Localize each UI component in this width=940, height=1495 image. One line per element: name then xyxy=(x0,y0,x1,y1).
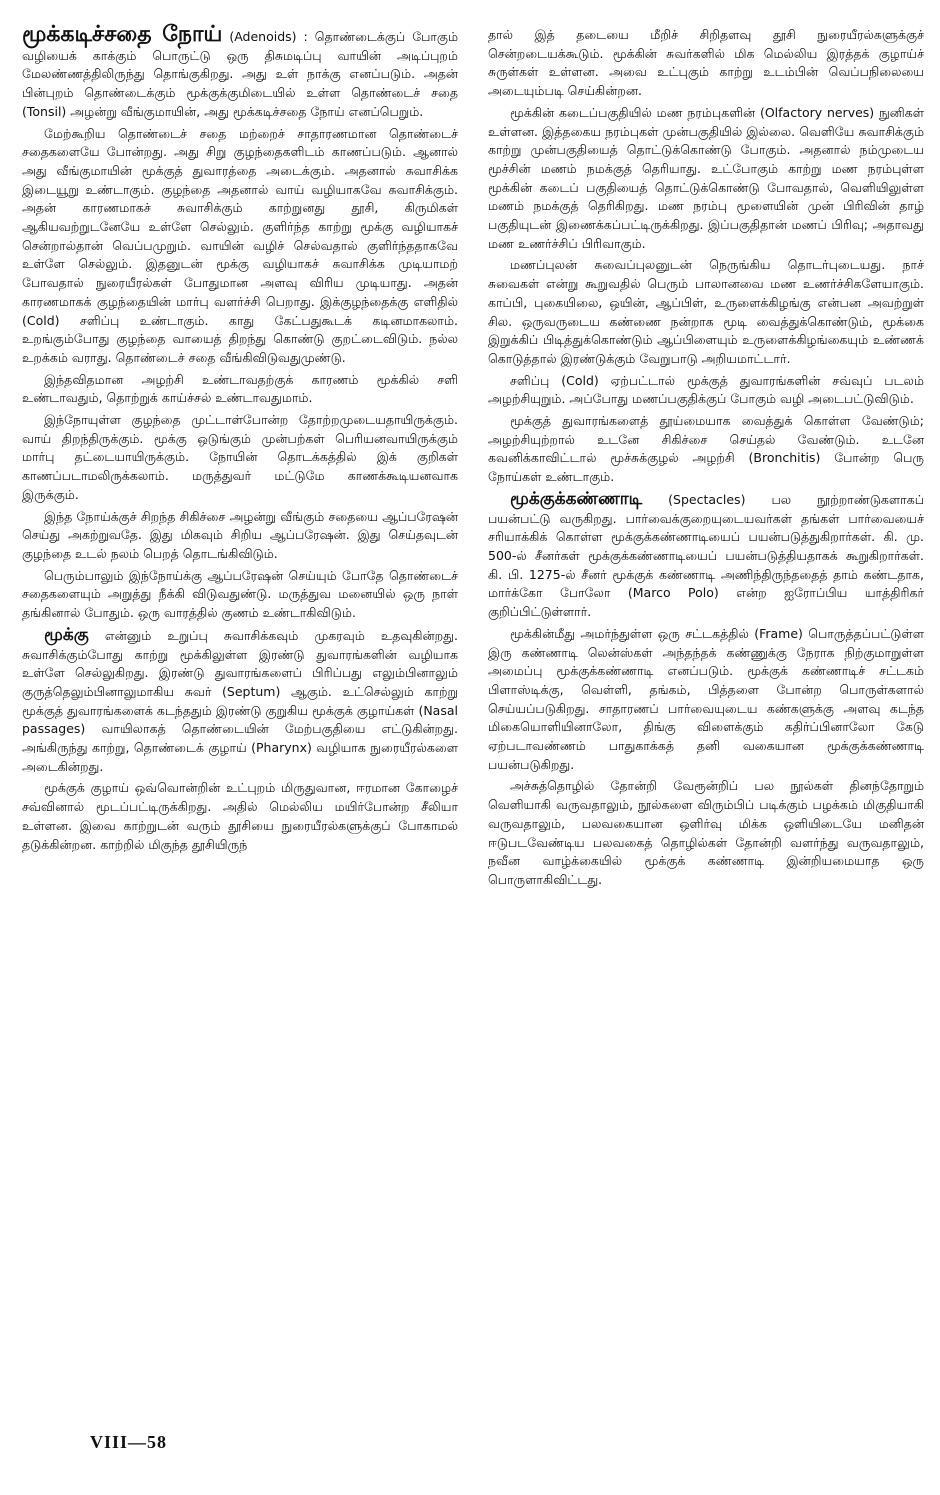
paragraph: மணப்புலன் சுவைப்புலனுடன் நெருங்கிய தொடர்புடையது. நாச் சுவைகள் என்று கூறுவதில் பெரும் பாலானவை மண உணர்ச்சிகளேயாகும். காப்பி, புகையிலை, ஒயின், ஆப்பிள், உருளைக்கிழங்கு என்பன அவற்றுள் சில. ஒருவருடைய கண்ணை நன்றாக மூடி வைத்துக்கொண்டும், மூக்கை இறுக்கிப் பிடித்துக்கொண்டும் ஆப்பிளையும் உருளைக்கிழங்கையும் உண்ணக் கொடுத்தால் இரண்டுக்கும் வேறுபாடு அறியமாட்டார். xyxy=(488,257,924,366)
encyclopedia-page xyxy=(22,22,924,1456)
paragraph-spectacles-intro: மூக்குக்கண்ணாடி (Spectacles) பல நூற்றாண்டுகளாகப் பயன்பட்டு வருகிறது. பார்வைக்குறையுடையவர்கள் தங்கள் பார்வையைச் சரியாக்கிக் கொள்ள மூக்குக்கண்ணாடியைப் பயன்படுத்துகிறார்கள். கி. மு. 500-ல் சீனர்கள் மூக்குக்கண்ணாடியைப் பயன்படுத்தியதாகக் கூறுகிறார்கள். கி. பி. 1275-ல் சீனர் மூக்குக் கண்ணாடி அணிந்திருந்ததைத் தாம் கண்டதாக, மார்க்கோ போலோ (Marco Polo) என்ற ஐரோப்பிய யாத்திரிகர் குறிப்பிட்டுள்ளார். xyxy=(488,488,924,620)
paragraph: இந்நோயுள்ள குழந்தை முட்டாள்போன்ற தோற்றமுடையதாயிருக்கும். வாய் திறந்திருக்கும். மூக்கு ஒடுங்கும் முன்பற்கள் பெரியனவாயிருக்கும் மார்பு தட்டையாயிருக்கும். நோயின் தொடக்கத்தில் இக் குறிகள் காணப்படாமலிருக்கலாம். மருத்துவர் மட்டுமே காணக்கூடியனவாக இருக்கும். xyxy=(22,412,458,502)
paragraph: அச்சுத்தொழில் தோன்றி வேரூன்றிப் பல நூல்கள் தினந்தோறும் வெளியாகி வருவதாலும், நூல்களை விரும்பிப் படிக்கும் பழக்கம் மிகுதியாகி வருவதாலும், பலவகையான ஒளிர்வு மிக்க ஒளியிடையே மனிதன் ஈடுபடவேண்டிய பலவகைத் தொழில்கள் தோன்றி வளர்ந்து வருவதாலும், நவீன வாழ்க்கையில் மூக்குக் கண்ணாடி இன்றியமையாத ஒரு பொருளாகிவிட்டது. xyxy=(488,778,924,887)
paragraph-nose-intro: மூக்கு என்னும் உறுப்பு சுவாசிக்கவும் முகரவும் உதவுகின்றது. சுவாசிக்கும்போது காற்று மூக்கிலுள்ள இரண்டு துவாரங்களின் வழியாக உள்ளே செல்லுகிறது. இரண்டு துவாரங்களைப் பிரிப்பது எலும்பினாலும் குருத்தெலும்பினாலுமாகிய சுவர் (Septum) ஆகும். உட்செல்லும் காற்று மூக்குத் துவாரங்களைக் கடந்ததும் இரண்டு குறுகிய மூக்குக் குழாய்கள் (Nasal passages) வாயிலாகத் தொண்டையின் மேற்பகுதியை எட்டுகின்றது. அங்கிருந்து காற்று, தொண்டைக் குழாய் (Pharynx) வழியாக நுரையீரல்களை அடைகின்றது. xyxy=(22,624,458,774)
right-column xyxy=(488,26,924,893)
entry-heading-nose: மூக்கு xyxy=(44,624,89,645)
page-number: VIII—58 xyxy=(90,1432,168,1452)
entry-heading-adenoids: மூக்கடிச்சதை நோய் xyxy=(22,22,223,47)
entry-heading-spectacles: மூக்குக்கண்ணாடி xyxy=(510,488,643,509)
paragraph: இந்த நோய்க்குச் சிறந்த சிகிச்சை அழன்று வீங்கும் சதையை ஆப்பரேஷன் செய்து அகற்றுவதே. இது மிகவும் சிறிய ஆப்பரேஷன். இது செய்தவுடன் குழந்தை உடல் நலம் பெறத் தொடங்கிவிடும். xyxy=(22,508,458,561)
paragraph: தால் இத் தடையை மீறிச் சிறிதளவு தூசி நுரையீரல்களுக்குச் சென்றடையக்கூடும். மூக்கின் சுவர்களில் மிக மெல்லிய இரத்தக் குழாய்ச் சுருள்கள் உள்ளன. அவை உட்புகும் காற்று உடம்பின் வெப்பநிலையை அடையும்படி செய்கின்றன. xyxy=(488,27,924,99)
paragraph: இந்தவிதமான அழற்சி உண்டாவதற்குக் காரணம் மூக்கில் சளி உண்டாவதும், தொற்றுக் காய்ச்சல் உண்டாவதுமாம். xyxy=(22,371,458,406)
paragraph: மூக்கின் கடைப்பகுதியில் மண நரம்புகளின் (Olfactory nerves) நுனிகள் உள்ளன. இத்தகைய நரம்புகள் முன்பகுதியில் இல்லை. வெளியே சுவாசிக்கும் காற்று முன்பகுதியைத் தொட்டுக்கொண்டு போகும். அதனால் நம்முடைய மூச்சின் மணம் நமக்குத் தெரியாது. உட்போகும் காற்று மண நரம்புள்ள மூக்கின் கடைப் பகுதியைத் தொட்டுக்கொண்டு போவதால், வெளியிலுள்ள மணம் நமக்குத் தெரிகிறது. மண நரம்பு மூளையின் முன் பிரிவின் தாழ் பகுதியுடன் இணைக்கப்பட்டிருக்கிறது. இப்பகுதிதான் மணப் பிரிவு; அதாவது மண உணர்ச்சிப் பிரிவாகும். xyxy=(488,104,924,251)
paragraph-adenoids-intro: மூக்கடிச்சதை நோய் (Adenoids) : தொண்டைக்குப் போகும் வழியைக் காக்கும் பொருட்டு ஒரு திசுமடிப்பு வாயின் அடிப்புறம் மேலண்ணத்திலிருந்து தொங்குகிறது. அது உள் நாக்கு எனப்படும். அதன் பின்புறம் தொண்டைக்கும் மூக்குக்குமிடையில் உள்ள தொண்டைச் சதை (Tonsil) அழன்று வீங்குமாயின், அது மூக்கடிச்சதை நோய் எனப்பெறும். xyxy=(22,22,459,119)
paragraph: சளிப்பு (Cold) ஏற்பட்டால் மூக்குத் துவாரங்களின் சவ்வுப் படலம் அழற்சியுறும். அப்போது மணப்பகுதிக்குப் போகும் வழி அடைபட்டுவிடும். xyxy=(488,372,924,407)
paragraph: மூக்கின்மீது அமர்ந்துள்ள ஒரு சட்டகத்தில் (Frame) பொருத்தப்பட்டுள்ள இரு கண்ணாடி லென்ஸ்கள் அந்தந்தக் கண்ணுக்கு நேராக நிற்குமாறுள்ள அமைப்பு மூக்குக்கண்ணாடி எனப்படும். மூக்குக் கண்ணாடிச் சட்டகம் பிளாஸ்டிக்கு, வெள்ளி, தங்கம், பித்தளை போன்ற பொருள்களால் செய்யப்படுகிறது. சாதாரணப் பார்வையுடைய கண்களுக்கு அளவு கடந்த மிகையொளியினாலோ, திங்கு விளைக்கும் கதிர்ப்பினாலோ கேடு ஏற்படாவண்ணம் பாதுகாக்கத் தனி வகையான மூக்குக்கண்ணாடி பயன்படுகிறது. xyxy=(488,625,924,772)
paragraph: பெரும்பாலும் இந்நோய்க்கு ஆப்பரேஷன் செய்யும் போதே தொண்டைச் சதைகளையும் அறுத்து நீக்கி விடுவதுண்டு. மருத்துவ மனையில் ஒரு நாள் தங்கினால் போதும். ஒரு வாரத்தில் குணம் உண்டாகிவிடும். xyxy=(22,567,458,621)
paragraph: மூக்குத் துவாரங்களைத் தூய்மையாக வைத்துக் கொள்ள வேண்டும்; அழற்சியுற்றால் உடனே சிகிச்சை செய்தல் வேண்டும். உடனே கவனிக்காவிட்டால் மூச்சுக்குழல் அழற்சி (Bronchitis) போன்ற பெரு நோய்கள் உண்டாகும். xyxy=(488,413,924,485)
paragraph: மூக்குக் குழாய் ஒவ்வொன்றின் உட்புறம் மிருதுவான, ஈரமான கோழைச் சவ்வினால் மூடப்பட்டிருக்கிறது. அதில் மெல்லிய மயிர்போன்ற சீலியா உள்ளன. இவை காற்றுடன் வரும் தூசியை நுரையீரல்களுக்குப் போகாமல் தடுக்கின்றன. காற்றில் மிகுந்த தூசியிருந் xyxy=(22,780,458,852)
left-column xyxy=(22,22,459,857)
paragraph: மேற்கூறிய தொண்டைச் சதை மற்றைச் சாதாரணமான தொண்டைச் சதைகளையே போன்றது. அது சிறு குழந்தைகளிடம் காணப்படும். ஆனால் அது வீங்குமாயின் மூக்குத் துவாரத்தை அடைக்கும். அதனால் சுவாசிக்க இடையூறு உண்டாகும். குழந்தை அதனால் வாய் வழியாகவே சுவாசிக்கும். அதன் காரணமாகச் சுவாசிக்கும் காற்றுனது தூசி, கிருமிகள் ஆகியவற்றுடனேயே உள்ளே செல்லும். குளிர்ந்த காற்று மூக்கு வழியாகச் சென்றால்தான் வெப்பமுறும். வாயின் வழிச் செல்வதால் குளிர்ந்ததாகவே உள்ளே செல்லும். இதனுடன் மூக்கு வழியாகச் சுவாசிக்க முடியாமற் போவதால் நுரையீரல்கள் போதுமான அளவு விரிய முடியாது. அதன் காரணமாகக் குழந்தையின் மார்பு வளர்ச்சி பெறாது. இக்குழந்தைக்கு எளிதில் (Cold) சளிப்பு உண்டாகும். காது கேட்பதுகூடக் கடினமாகலாம். உறங்கும்போது குழந்தை வாயைத் திறந்து கொண்டு குறட்டைவிடும். நல்ல உறக்கம் வராது. தொண்டைச் சதை வீங்கிவிடுவதுமுண்டு. xyxy=(22,125,458,365)
